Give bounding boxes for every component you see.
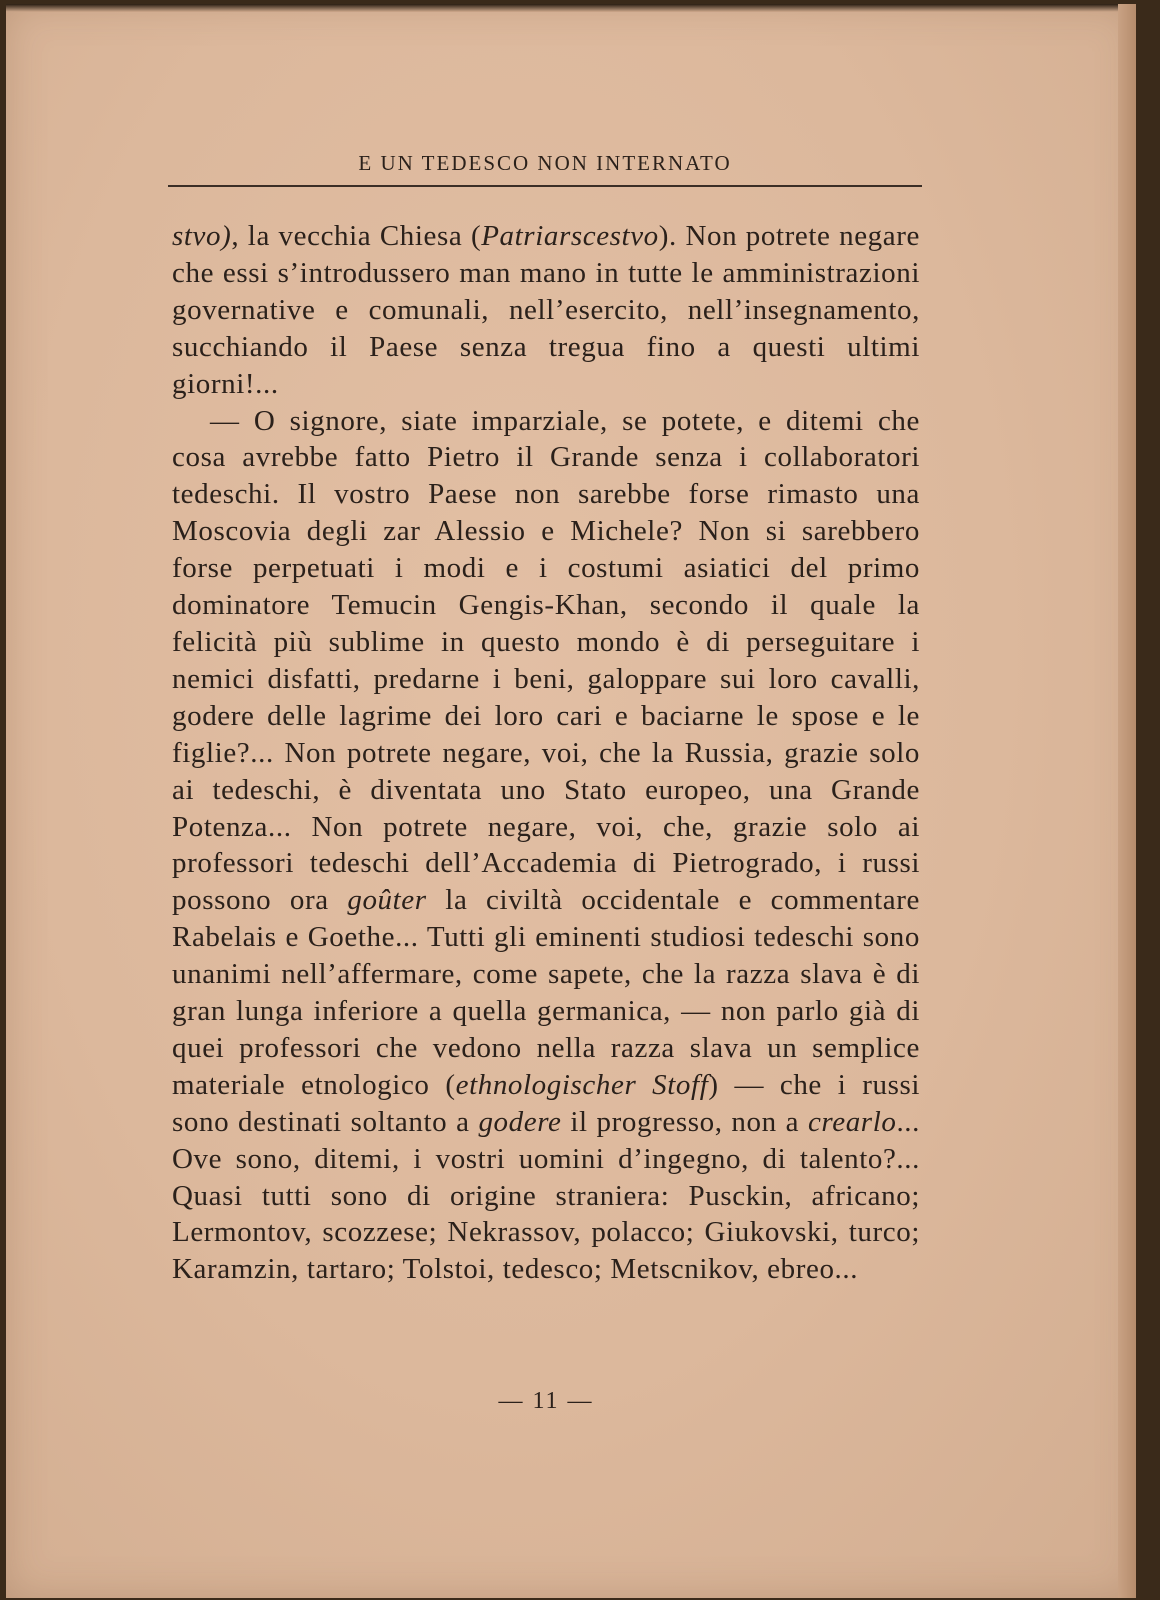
text-run: ) — che i russi sono destinati soltanto a: [172, 1068, 920, 1138]
text-run: la civiltà occidentale e commentare Rabelais e Goethe... Tutti gli eminenti studiosi tedeschi sono unanimi nell’affermare, come sapete, che la razza slava è di gran lunga inferiore a quella germanica, — non parlo già di quei professori che vedono nella razza slava un semplice materiale etnologico (: [172, 884, 920, 1101]
body-text: [172, 218, 920, 1288]
page-right-edge: [1118, 4, 1136, 1598]
italic-term: crearlo: [807, 1105, 897, 1138]
paragraph-2: [172, 403, 920, 1289]
text-run: — O signore, siate imparziale, se potete, e ditemi che cosa avrebbe fatto Pietro il Grande senza i collaboratori tedeschi. Il vostro Paese non sarebbe forse rimasto una Moscovia degli zar Alessio e Michele? Non si sarebbero forse perpetuati i modi e i costumi asiatici del primo dominatore Temucin Gengis-Khan, secondo il quale la felicità più sublime in questo mondo è di perseguitare i nemici disfatti, predarne i beni, galoppare sui loro cavalli, godere delle lagrime dei loro cari e baciarne le spose e le figlie?... Non potrete negare, voi, che la Russia, grazie solo ai tedeschi, è diventata uno Stato europeo, una Grande Potenza... Non potrete negare, voi, che, grazie solo ai professori tedeschi dell’Accademia di Pietrogrado, i russi possono ora: [172, 404, 920, 917]
page-top-edge: [6, 4, 1136, 12]
italic-term: stvo): [172, 220, 232, 252]
running-head: E UN TEDESCO NON INTERNATO: [358, 151, 732, 175]
text-run: ... Ove sono, ditemi, i vostri uomini d’ingegno, di talento?... Quasi tutti sono di origine straniera: Pusckin, africano; Lermontov, scozzese; Nekrassov, polacco; Giukovski, turco; Karamzin, tartaro; Tolstoi, tedesco; Metscnikov, ebreo...: [172, 1105, 921, 1286]
italic-term: godere: [478, 1105, 562, 1138]
book-page: [6, 4, 1136, 1598]
header-rule: [168, 185, 922, 187]
paragraph-1: [172, 218, 920, 403]
italic-term: goûter: [347, 884, 427, 917]
italic-term: ethnologischer Stoff: [455, 1068, 709, 1101]
text-run: ). Non potrete negare che essi s’introdussero man mano in tutte le amministrazioni governative e comunali, nell’esercito, nell’insegnamento, succhiando il Paese senza tregua fino a questi ultimi giorni!...: [172, 220, 920, 400]
italic-term: Patriarscestvo: [481, 220, 659, 252]
page-number: — 11 —: [498, 1388, 594, 1414]
text-run: , la vecchia Chiesa (: [231, 220, 482, 252]
text-run: il progresso, non a: [561, 1105, 808, 1138]
